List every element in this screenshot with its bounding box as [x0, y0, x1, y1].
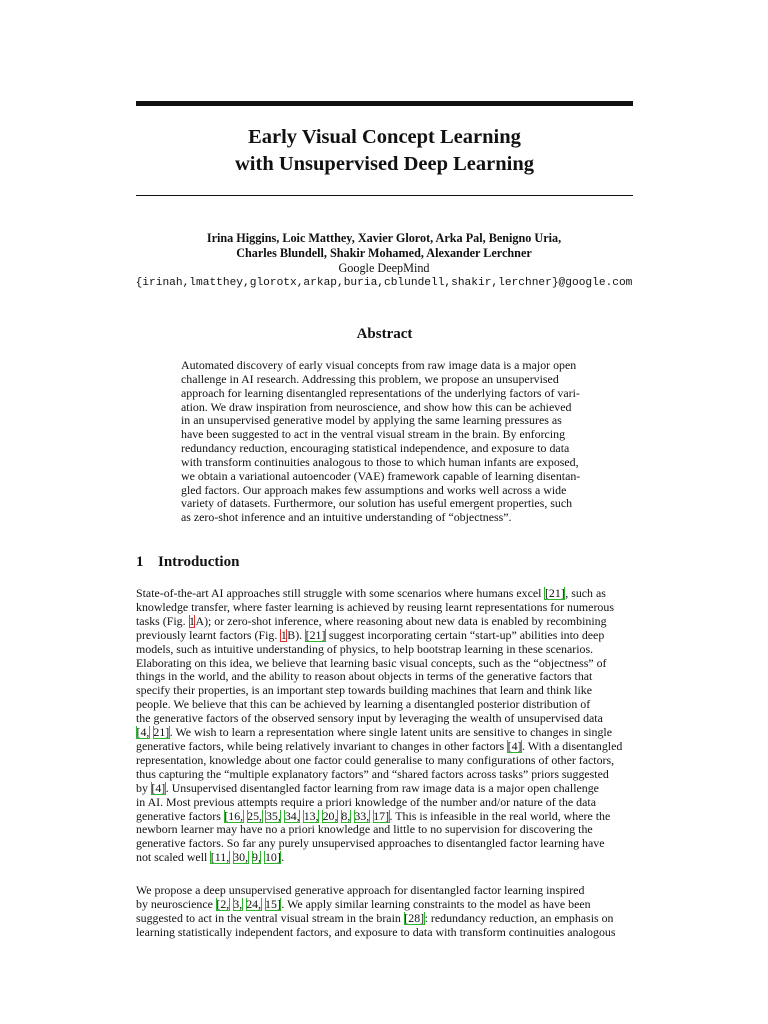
- paragraph-line: [136, 601, 633, 615]
- abstract-line: gled factors. Our approach makes few assumptions and works well across a wide: [181, 483, 567, 497]
- citation-link[interactable]: [4,: [136, 726, 150, 740]
- text-run: suggested to act in the ventral visual stream in the brain: [136, 911, 404, 925]
- text-run: people. We believe that this can be achieved by learning a disentangled posterior distribution of: [136, 698, 591, 712]
- text-run: A); or zero-shot inference, where reasoning about new data is enabled by recombining: [195, 614, 607, 628]
- abstract-line: have been suggested to act in the ventral visual stream in the brain. By enforcing: [181, 428, 566, 442]
- paragraph-line: [136, 726, 633, 740]
- citation-link[interactable]: 15]: [265, 897, 281, 911]
- text-run: generative factors, while being relatively invariant to changes in other factors: [136, 739, 508, 753]
- citation-link[interactable]: [16,: [224, 809, 244, 823]
- paragraph-line: [136, 926, 633, 940]
- citation-link[interactable]: 33,: [354, 809, 370, 823]
- text-run: representation, knowledge about one factor could generalise to many configurations of other factors,: [136, 753, 615, 767]
- text-run: State-of-the-art AI approaches still struggle with some scenarios where humans excel: [136, 587, 545, 600]
- paragraph-line: [136, 615, 633, 629]
- citation-link[interactable]: [21]: [305, 628, 326, 642]
- text-run: . With a disentangled: [521, 739, 623, 753]
- citation-link[interactable]: 9,: [252, 851, 261, 865]
- citation-link[interactable]: [4]: [151, 781, 166, 795]
- paragraph-line: [136, 851, 633, 865]
- text-run: B).: [287, 628, 306, 642]
- title-bottom-rule: [136, 195, 633, 196]
- title-line-1: Early Visual Concept Learning: [248, 126, 521, 148]
- citation-link[interactable]: 24,: [246, 897, 262, 911]
- affiliation: Google DeepMind: [338, 261, 430, 275]
- abstract-line: challenge in AI research. Addressing this problem, we propose an unsupervised: [181, 372, 559, 386]
- text-run: not scaled well: [136, 851, 211, 865]
- paragraph-line: [136, 768, 633, 782]
- citation-link[interactable]: 35,: [265, 809, 281, 823]
- abstract-line: ation. We draw inspiration from neuroscience, and show how this can be achieved: [181, 400, 572, 414]
- citation-link[interactable]: 8,: [341, 809, 351, 823]
- abstract-heading: Abstract: [356, 326, 413, 342]
- paragraph-line: [136, 754, 633, 768]
- citation-link[interactable]: 34,: [284, 809, 300, 823]
- text-run: learning statistically independent factors, and exposure to data with transform continuities analogous: [136, 925, 616, 939]
- section-title: Introduction: [158, 554, 240, 570]
- text-run: the generative factors of the observed sensory input by leveraging the wealth of unsupervised data: [136, 712, 603, 726]
- paragraph-line: [136, 823, 633, 837]
- citation-link[interactable]: 25,: [247, 809, 262, 823]
- title-line-2: with Unsupervised Deep Learning: [235, 153, 534, 175]
- citation-link[interactable]: 20,: [322, 809, 338, 823]
- intro-paragraph-1: [136, 587, 633, 865]
- author-line-2: Charles Blundell, Shakir Mohamed, Alexander Lerchner: [236, 246, 532, 260]
- abstract-line: as zero-shot inference and an intuitive understanding of “objectness”.: [181, 511, 512, 525]
- abstract-line: in an unsupervised generative model by applying the same learning pressures as: [181, 414, 562, 428]
- text-run: Elaborating on this idea, we believe that learning basic visual concepts, such as the “objectness” of: [136, 656, 607, 670]
- paragraph-line: [136, 657, 633, 671]
- citation-link[interactable]: [11,: [210, 851, 230, 865]
- citation-link[interactable]: [21]: [544, 587, 565, 600]
- figure-link[interactable]: 1: [280, 628, 287, 642]
- abstract-line: Automated discovery of early visual concepts from raw image data is a major open: [181, 359, 577, 372]
- citation-link[interactable]: 10]: [264, 851, 281, 865]
- text-run: .: [281, 851, 285, 865]
- section-number: 1: [136, 554, 144, 570]
- text-run: . We apply similar learning constraints to the model as have been: [281, 897, 591, 911]
- paragraph-line: [136, 629, 633, 643]
- text-run: . We wish to learn a representation where single latent units are sensitive to changes in single: [169, 726, 613, 740]
- text-run: specify their properties, is an important step towards building machines that learn and think like: [136, 684, 593, 698]
- text-run: generative factors. So far any purely unsupervised approaches to disentangled factor learning have: [136, 837, 605, 851]
- text-run: models, such as intuitive understanding of physics, to help bootstrap learning in these scenarios.: [136, 642, 594, 656]
- citation-link[interactable]: [4]: [507, 739, 522, 753]
- author-block: [100, 231, 668, 291]
- abstract-line: variety of datasets. Furthermore, our solution has useful emergent properties, such: [181, 497, 573, 511]
- text-run: We propose a deep unsupervised generative approach for disentangled factor learning inspired: [136, 884, 585, 897]
- intro-paragraph-2: [136, 884, 633, 940]
- text-run: . This is infeasible in the real world, where the: [389, 809, 611, 823]
- abstract-line: redundancy reduction, encouraging statistical independence, and exposure to data: [181, 442, 570, 456]
- text-run: . Unsupervised disentangled factor learning from raw image data is a major open challenge: [165, 781, 599, 795]
- paragraph-line: [136, 810, 633, 824]
- text-run: generative factors: [136, 809, 224, 823]
- author-line-1: Irina Higgins, Loic Matthey, Xavier Glorot, Arka Pal, Benigno Uria,: [206, 231, 562, 245]
- citation-link[interactable]: 21]: [153, 726, 170, 740]
- text-run: thus capturing the “multiple explanatory factors” and “shared factors across tasks” priors suggested: [136, 767, 609, 781]
- text-run: in AI. Most previous attempts require a priori knowledge of the number and/or nature of the data: [136, 795, 596, 809]
- figure-link[interactable]: 1: [189, 614, 195, 628]
- citation-link[interactable]: 3,: [233, 897, 243, 911]
- text-run: by: [136, 781, 151, 795]
- abstract-line: we obtain a variational autoencoder (VAE) framework capable of learning disentan-: [181, 469, 581, 483]
- text-run: : redundancy reduction, an emphasis on: [424, 911, 614, 925]
- text-run: previously learnt factors (Fig.: [136, 628, 281, 642]
- paragraph-line: [136, 796, 633, 810]
- abstract-line: approach for learning disentangled representations of the underlying factors of vari-: [181, 386, 580, 400]
- paragraph-line: [136, 587, 633, 601]
- section-heading-introduction: [136, 553, 239, 571]
- paragraph-line: [136, 740, 633, 754]
- citation-link[interactable]: 13,: [303, 809, 319, 823]
- citation-link[interactable]: [2,: [216, 897, 230, 911]
- paragraph-line: [136, 670, 633, 684]
- paragraph-line: [136, 782, 633, 796]
- text-run: newborn learner may have no a priori knowledge and little to no supervision for discovering the: [136, 823, 593, 837]
- text-run: things in the world, and the ability to reason about objects in terms of the generative factors that: [136, 670, 593, 684]
- paragraph-line: [136, 898, 633, 912]
- citation-link[interactable]: 30,: [233, 851, 249, 865]
- text-run: tasks (Fig.: [136, 614, 189, 628]
- title-top-rule: [136, 101, 633, 106]
- author-emails: {irinah,lmatthey,glorotx,arkap,buria,cblundell,shakir,lerchner}@google.com: [135, 277, 633, 289]
- citation-link[interactable]: [28]: [404, 911, 425, 925]
- citation-link[interactable]: 17]: [373, 809, 390, 823]
- paragraph-line: [136, 912, 633, 926]
- abstract-line: with transform continuities analogous to those to which human infants are exposed,: [181, 455, 579, 469]
- paragraph-line: [136, 684, 633, 698]
- abstract-text: [181, 359, 588, 525]
- paragraph-line: [136, 884, 633, 898]
- text-run: by neuroscience: [136, 897, 216, 911]
- paragraph-line: [136, 837, 633, 851]
- paper-title: [136, 124, 633, 178]
- paragraph-line: [136, 712, 633, 726]
- text-run: suggest incorporating certain “start-up” abilities into deep: [325, 628, 605, 642]
- paragraph-line: [136, 698, 633, 712]
- text-run: , such as: [565, 587, 606, 600]
- text-run: knowledge transfer, where faster learning is achieved by reusing learnt representations for numerous: [136, 600, 614, 614]
- paragraph-line: [136, 643, 633, 657]
